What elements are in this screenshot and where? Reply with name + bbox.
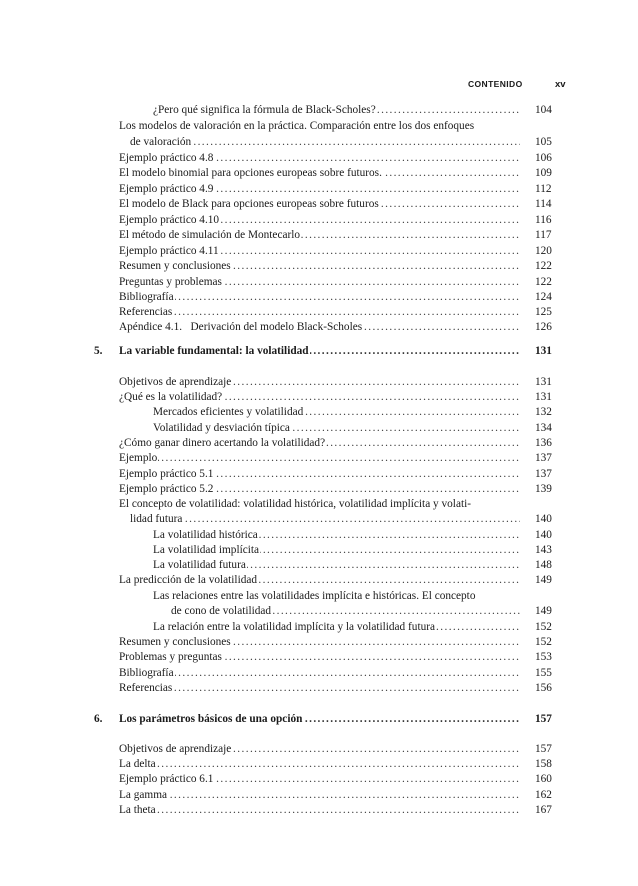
toc-entry-page: 143 [535, 544, 552, 556]
toc-entry-title: Ejemplo práctico 6.1 [119, 773, 214, 785]
toc-entry-title: Ejemplo práctico 5.2 [119, 483, 214, 495]
toc-entry-page: 114 [535, 198, 552, 210]
toc-entry[interactable] [0, 482, 638, 496]
toc-entry-title: Los modelos de valoración en la práctica. Comparación entre los dos enfoques [119, 120, 475, 132]
toc-entry[interactable] [0, 497, 638, 511]
toc-entry-title: Apéndice 4.1. Derivación del modelo Black-Scholes [119, 321, 363, 333]
toc-entry-title: Referencias [119, 306, 173, 318]
chapter-title: La variable fundamental: la volatilidad [119, 345, 309, 357]
toc-entry[interactable] [0, 182, 638, 196]
toc-entry-page: 134 [535, 422, 552, 434]
toc-entry-title: Ejemplo práctico 5.1 [119, 468, 214, 480]
toc-entry-title: La relación entre la volatilidad implícita y la volatilidad futura [153, 621, 436, 633]
toc-entry-title: El modelo binomial para opciones europeas sobre futuros. [119, 167, 382, 179]
toc-entry-title: La gamma [119, 789, 167, 801]
toc-entry-title: Ejemplo práctico 4.10 [119, 214, 220, 226]
header-label: CONTENIDO [468, 79, 523, 89]
toc-entry-title: ¿Qué es la volatilidad? [119, 391, 223, 403]
toc-entry[interactable] [0, 451, 638, 465]
toc-entry-title: de cono de volatilidad [171, 605, 272, 617]
toc-entry-title: El modelo de Black para opciones europeas sobre futuros [119, 198, 379, 210]
toc-entry-page: 126 [535, 321, 552, 333]
toc-entry-page: 106 [535, 152, 552, 164]
toc-entry-page: 131 [535, 376, 552, 388]
toc-entry-page: 131 [535, 391, 552, 403]
toc-entry-title: Problemas y preguntas [119, 651, 222, 663]
toc-entry-page: 152 [535, 636, 552, 648]
toc-entry-page: 136 [535, 437, 552, 449]
toc-entry-page: 117 [535, 229, 552, 241]
toc-entry-title: Referencias [119, 682, 173, 694]
toc-entry-page: 122 [535, 260, 552, 272]
toc-entry-page: 167 [535, 804, 552, 816]
chapter-page: 157 [535, 713, 552, 725]
toc-entry[interactable] [0, 650, 638, 664]
toc-entry-title: El concepto de volatilidad: volatilidad histórica, volatilidad implícita y volati- [119, 498, 471, 510]
toc-entry[interactable] [0, 259, 638, 273]
toc-chapter-6[interactable] [0, 712, 638, 726]
toc-entry[interactable] [0, 290, 638, 304]
toc-entry-page: 140 [535, 529, 552, 541]
toc-entry[interactable] [0, 681, 638, 695]
toc-entry-page: 112 [535, 183, 552, 195]
toc-entry-title: lidad futura [130, 513, 183, 525]
toc-entry-title: Las relaciones entre las volatilidades implícita e históricas. El concepto [153, 590, 476, 602]
toc-entry-title: Objetivos de aprendizaje [119, 743, 232, 755]
toc-entry[interactable] [0, 573, 638, 587]
toc-entry[interactable] [0, 405, 638, 419]
toc-entry-title: Volatilidad y desviación típica [153, 422, 290, 434]
toc-entry-title: Objetivos de aprendizaje [119, 376, 232, 388]
toc-entry[interactable] [0, 244, 638, 258]
toc-entry-page: 153 [535, 651, 552, 663]
toc-entry-title: ¿Cómo ganar dinero acertando la volatilidad? [119, 437, 326, 449]
toc-entry-title: Ejemplo práctico 4.8 [119, 152, 214, 164]
toc-entry-title: Bibliografía [119, 667, 174, 679]
toc-entry-page: 137 [535, 452, 552, 464]
toc-entry[interactable] [0, 166, 638, 180]
toc-entry-page: 125 [535, 306, 552, 318]
toc-entry-page: 120 [535, 245, 552, 257]
toc-entry-page: 156 [535, 682, 552, 694]
toc-entry-page: 124 [535, 291, 552, 303]
toc-entry[interactable] [0, 757, 638, 771]
toc-entry-title: La volatilidad futura [153, 559, 246, 571]
toc-entry-page: 116 [535, 214, 552, 226]
toc-entry-page: 139 [535, 483, 552, 495]
toc-entry-page: 162 [535, 789, 552, 801]
running-header [0, 79, 638, 93]
toc-entry-title: Ejemplo práctico 4.11 [119, 245, 219, 257]
toc-entry[interactable] [0, 558, 638, 572]
toc-entry[interactable] [0, 467, 638, 481]
chapter-page: 131 [535, 345, 552, 357]
header-page-number: xv [555, 79, 566, 90]
toc-entry-title: Bibliografía [119, 291, 174, 303]
toc-entry[interactable] [0, 421, 638, 435]
toc-entry[interactable] [0, 103, 638, 117]
toc-entry-title: La delta [119, 758, 156, 770]
toc-entry-title: Resumen y conclusiones [119, 260, 231, 272]
toc-entry-page: 122 [535, 276, 552, 288]
toc-entry-title: Preguntas y problemas [119, 276, 222, 288]
toc-entry-title: La theta [119, 804, 156, 816]
chapter-number: 6. [94, 713, 103, 725]
toc-entry[interactable] [0, 275, 638, 289]
toc-entry-title: La volatilidad implícita [153, 544, 260, 556]
toc-entry-page: 149 [535, 574, 552, 586]
toc-entry[interactable] [0, 305, 638, 319]
toc-entry-page: 104 [535, 104, 552, 116]
toc-entry-continuation[interactable] [0, 512, 638, 526]
toc-entry[interactable] [0, 197, 638, 211]
toc-entry[interactable] [0, 320, 638, 334]
toc-entry-title: Resumen y conclusiones [119, 636, 231, 648]
toc-entry[interactable] [0, 666, 638, 680]
toc-entry-page: 157 [535, 743, 552, 755]
toc-entry-page: 109 [535, 167, 552, 179]
toc-entry-page: 140 [535, 513, 552, 525]
toc-entry-title: El método de simulación de Montecarlo [119, 229, 301, 241]
toc-entry[interactable] [0, 213, 638, 227]
toc-entry-title: La predicción de la volatilidad [119, 574, 258, 586]
toc-entry-title: Ejemplo práctico 4.9 [119, 183, 214, 195]
toc-entry-title: de valoración [130, 136, 192, 148]
toc-entry[interactable] [0, 151, 638, 165]
toc-entry[interactable] [0, 543, 638, 557]
toc-entry[interactable] [0, 635, 638, 649]
toc-entry-page: 137 [535, 468, 552, 480]
toc-entry-page: 155 [535, 667, 552, 679]
toc-entry-title: Mercados eficientes y volatilidad [153, 406, 304, 418]
toc-entry[interactable] [0, 390, 638, 404]
toc-entry-page: 160 [535, 773, 552, 785]
toc-chapter-5[interactable] [0, 344, 638, 358]
toc-entry-title: ¿Pero qué significa la fórmula de Black-Scholes? [153, 104, 376, 116]
toc-entry[interactable] [0, 803, 638, 817]
toc-entry-page: 105 [535, 136, 552, 148]
toc-entry[interactable] [0, 119, 638, 133]
toc-entry-title: La volatilidad histórica [153, 529, 258, 541]
toc-entry[interactable] [0, 788, 638, 802]
toc-entry[interactable] [0, 589, 638, 603]
toc-entry-continuation[interactable] [0, 135, 638, 149]
toc-entry-page: 152 [535, 621, 552, 633]
chapter-title: Los parámetros básicos de una opción [119, 713, 303, 725]
toc-entry[interactable] [0, 772, 638, 786]
toc-entry[interactable] [0, 742, 638, 756]
chapter-number: 5. [94, 345, 103, 357]
toc-entry[interactable] [0, 228, 638, 242]
toc-entry-page: 132 [535, 406, 552, 418]
toc-entry-page: 149 [535, 605, 552, 617]
toc-entry[interactable] [0, 436, 638, 450]
toc-entry-continuation[interactable] [0, 604, 638, 618]
toc-entry-page: 148 [535, 559, 552, 571]
toc-entry[interactable] [0, 528, 638, 542]
toc-entry-title: Ejemplo [119, 452, 158, 464]
toc-entry-page: 158 [535, 758, 552, 770]
toc-entry[interactable] [0, 375, 638, 389]
toc-entry[interactable] [0, 620, 638, 634]
